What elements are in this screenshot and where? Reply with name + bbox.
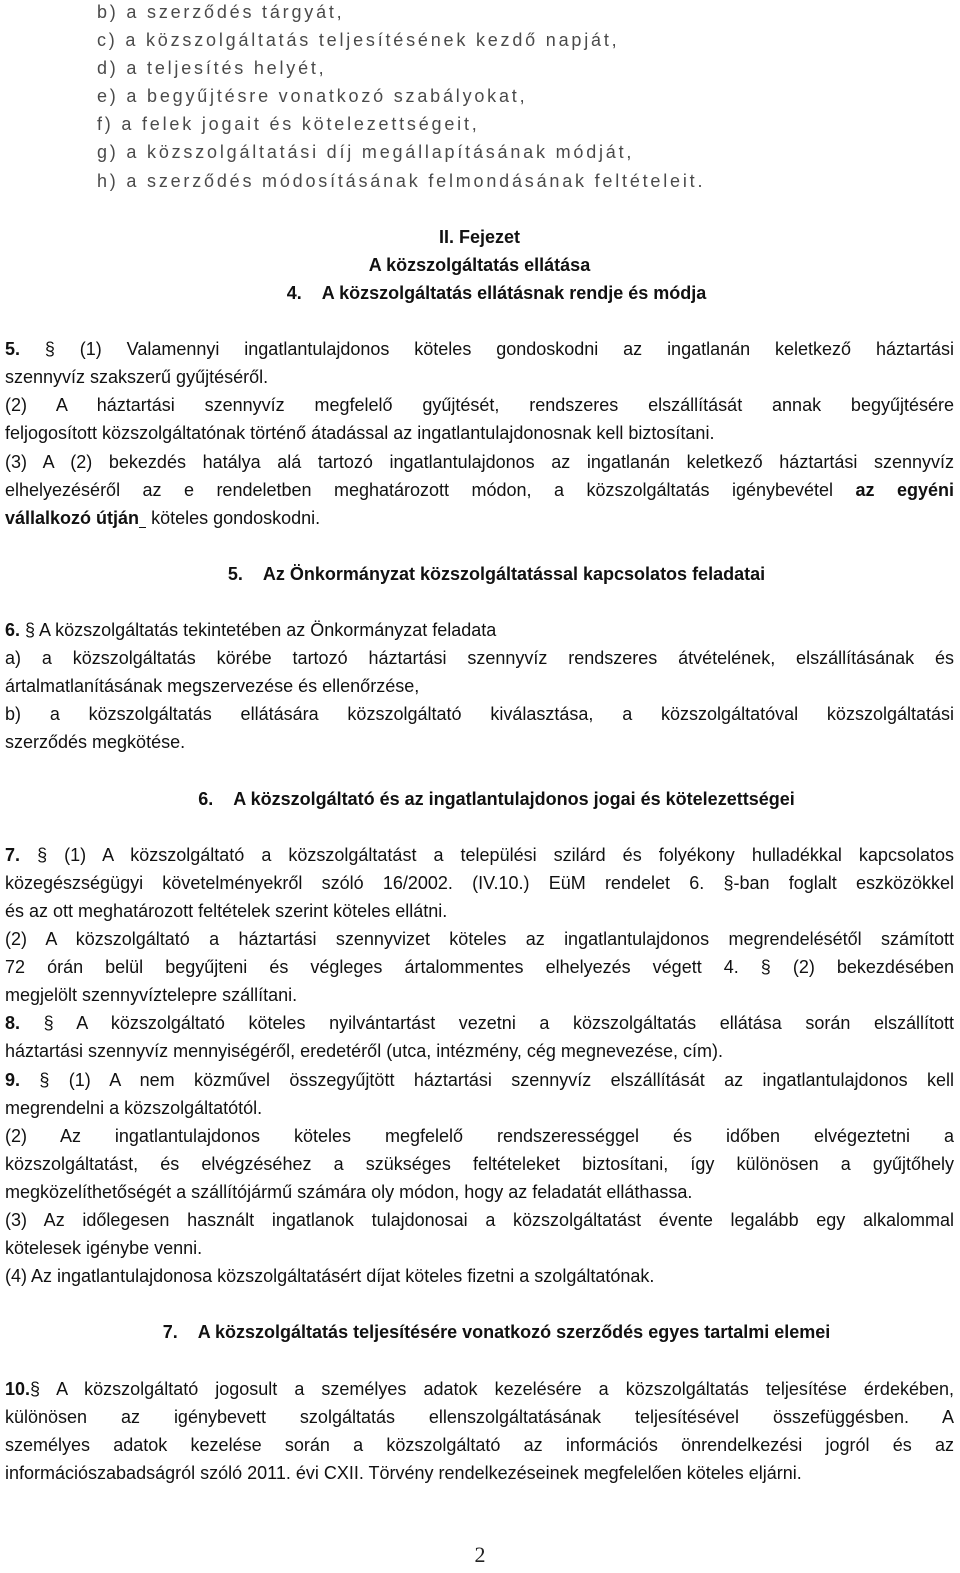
paragraph-line: kötelesek igénybe venni. <box>5 1238 203 1259</box>
article-6 <box>5 616 954 756</box>
paragraph-line: és az ott meghatározott feltételek szerint köteles ellátni. <box>5 901 448 921</box>
paragraph-line: információszabadságról szóló 2011. évi CXII. Törvény rendelkezéseinek megfelelően köteles eljárni. <box>5 1462 802 1483</box>
paragraph-line: szennyvíz szakszerű gyűjtéséről. <box>5 367 269 388</box>
paragraph-line <box>5 504 954 532</box>
paragraph-line: ártalmatlanításának megszervezése és ellenőrzése, <box>5 676 420 697</box>
section-title: A közszolgáltatás ellátásnak rendje és módja <box>321 282 707 303</box>
paragraph-line: személyes adatok kezelése során a közszolgáltató az információs önrendelkezési jogról és az <box>5 1434 954 1455</box>
paragraph-line: a) a közszolgáltatás körébe tartozó háztartási szennyvíz rendszeres átvételének, elszállításának és <box>5 648 954 669</box>
paragraph-line: különösen az igénybevett szolgáltatás ellenszolgáltatásának teljesítésével összefüggésben. A <box>5 1406 954 1427</box>
emphasis-text: az egyéni <box>855 479 954 500</box>
chapter-label: II. Fejezet <box>438 226 521 247</box>
article-number: 5. <box>5 339 21 360</box>
paragraph-line <box>5 841 954 869</box>
paragraph-line <box>5 476 954 504</box>
paragraph-line: megrendelni a közszolgáltatótól. <box>5 1097 263 1118</box>
list-item: e) a begyűjtésre vonatkozó szabályokat, <box>97 86 528 107</box>
chapter-title: A közszolgáltatás ellátása <box>368 254 591 275</box>
list-item: d) a teljesítés helyét, <box>97 58 327 79</box>
article-number: 10. <box>5 1378 31 1399</box>
paragraph-line: (3) Az időlegesen használt ingatlanok tulajdonosai a közszolgáltatást évente legalább egy alkalommal <box>5 1210 954 1231</box>
article-7 <box>5 841 954 1010</box>
article-number: 8. <box>5 1013 21 1034</box>
section-title: Az Önkormányzat közszolgáltatással kapcsolatos feladatai <box>262 563 766 584</box>
paragraph-line: feljogosított közszolgáltatónak történő átadással az ingatlantulajdonosnak kell biztosítani. <box>5 423 715 444</box>
list-item: g) a közszolgáltatási díj megállapításának módját, <box>97 142 635 163</box>
line-text: elhelyezéséről az e rendeletben meghatározott módon, a közszolgáltatás igénybevétel <box>5 479 834 500</box>
paragraph-line: 72 órán belül begyűjteni és végleges ártalommentes elhelyezés végett 4. § (2) bekezdésében <box>5 957 954 978</box>
section-number: 6. <box>198 788 214 809</box>
paragraph-line: háztartási szennyvíz mennyiségéről, eredetéről (utca, intézmény, cég megnevezése, cím). <box>5 1041 723 1062</box>
underline-mark <box>139 511 146 528</box>
article-number: 9. <box>5 1069 21 1090</box>
article-9 <box>5 1066 954 1291</box>
paragraph-line: (2) A háztartási szennyvíz megfelelő gyűjtését, rendszeres elszállítását annak begyűjtésére <box>5 395 954 416</box>
paragraph-line: (2) Az ingatlantulajdonos köteles megfelelő rendszerességgel és időben elvégeztetni a <box>5 1125 954 1146</box>
section-title: A közszolgáltatás teljesítésére vonatkozó szerződés egyes tartalmi elemei <box>197 1322 831 1343</box>
line-text: köteles gondoskodni. <box>151 507 321 528</box>
section-heading <box>5 785 954 813</box>
section-heading <box>5 560 954 588</box>
article-number: 6. <box>5 620 21 641</box>
line-text: § A közszolgáltató jogosult a személyes adatok kezelésére a közszolgáltatás teljesítése érdekében, <box>30 1378 954 1399</box>
paragraph-line: szerződés megkötése. <box>5 732 186 753</box>
paragraph-line <box>5 1375 954 1403</box>
paragraph-line <box>5 1009 954 1037</box>
paragraph-line: megjelölt szennyvíztelepre szállítani. <box>5 985 298 1006</box>
article-5 <box>5 335 954 532</box>
section-number: 5. <box>227 563 243 584</box>
paragraph-line: (4) Az ingatlantulajdonosa közszolgáltatásért díjat köteles fizetni a szolgáltatónak. <box>5 1266 655 1287</box>
list-item: b) a szerződés tárgyát, <box>97 2 345 22</box>
article-number: 7. <box>5 844 21 865</box>
contract-contents-list <box>5 0 954 195</box>
document-body <box>5 0 954 1487</box>
paragraph-line: megközelíthetőségét a szállítójármű számára oly módon, hogy az feladatát elláthassa. <box>5 1181 693 1202</box>
page-number: 2 <box>474 1542 486 1567</box>
section-number: 7. <box>162 1322 178 1343</box>
line-text: § (1) A nem közművel összegyűjtött háztartási szennyvíz elszállítását az ingatlantulajdonos kell <box>39 1069 954 1090</box>
paragraph-line <box>5 335 954 363</box>
list-item: h) a szerződés módosításának felmondásának feltételeit. <box>97 170 706 191</box>
section-heading <box>5 1318 954 1346</box>
emphasis-text: vállalkozó útján <box>5 507 140 528</box>
paragraph-line: (3) A (2) bekezdés hatálya alá tartozó ingatlantulajdonos az ingatlanán keletkező háztartási szennyvíz <box>5 451 954 472</box>
section-title: A közszolgáltató és az ingatlantulajdonos jogai és kötelezettségei <box>233 788 795 809</box>
paragraph-line: közszolgáltatást, és elvégzéséhez a szükséges feltételeket biztosítani, így különösen a gyűjtőhely <box>5 1153 954 1174</box>
line-text: § A közszolgáltatás tekintetében az Önkormányzat feladata <box>25 620 497 641</box>
paragraph-line: (2) A közszolgáltató a háztartási szennyvizet köteles az ingatlantulajdonos megrendelésétől számított <box>5 929 954 950</box>
list-item: c) a közszolgáltatás teljesítésének kezdő napját, <box>97 30 620 51</box>
paragraph-line <box>5 616 954 644</box>
paragraph-line <box>5 1066 954 1094</box>
article-8 <box>5 1009 954 1065</box>
line-text: § A közszolgáltató köteles nyilvántartást vezetni a közszolgáltatás ellátása során elszállított <box>43 1013 954 1034</box>
article-10 <box>5 1375 954 1487</box>
paragraph-line: közegészségügyi követelményekről szóló 16/2002. (IV.10.) EüM rendelet 6. §-ban foglalt eszközökkel <box>5 872 954 893</box>
section-number: 4. <box>286 282 302 303</box>
line-text: § (1) A közszolgáltató a közszolgáltatást a települési szilárd és folyékony hulladékkal kapcsolatos <box>37 844 954 865</box>
paragraph-line: b) a közszolgáltatás ellátására közszolgáltató kiválasztása, a közszolgáltatóval közszolgáltatási <box>5 704 954 725</box>
list-item: f) a felek jogait és kötelezettségeit, <box>97 114 480 135</box>
section-heading <box>5 279 954 307</box>
line-text: § (1) Valamennyi ingatlantulajdonos köteles gondoskodni az ingatlanán keletkező háztartási <box>44 339 954 360</box>
